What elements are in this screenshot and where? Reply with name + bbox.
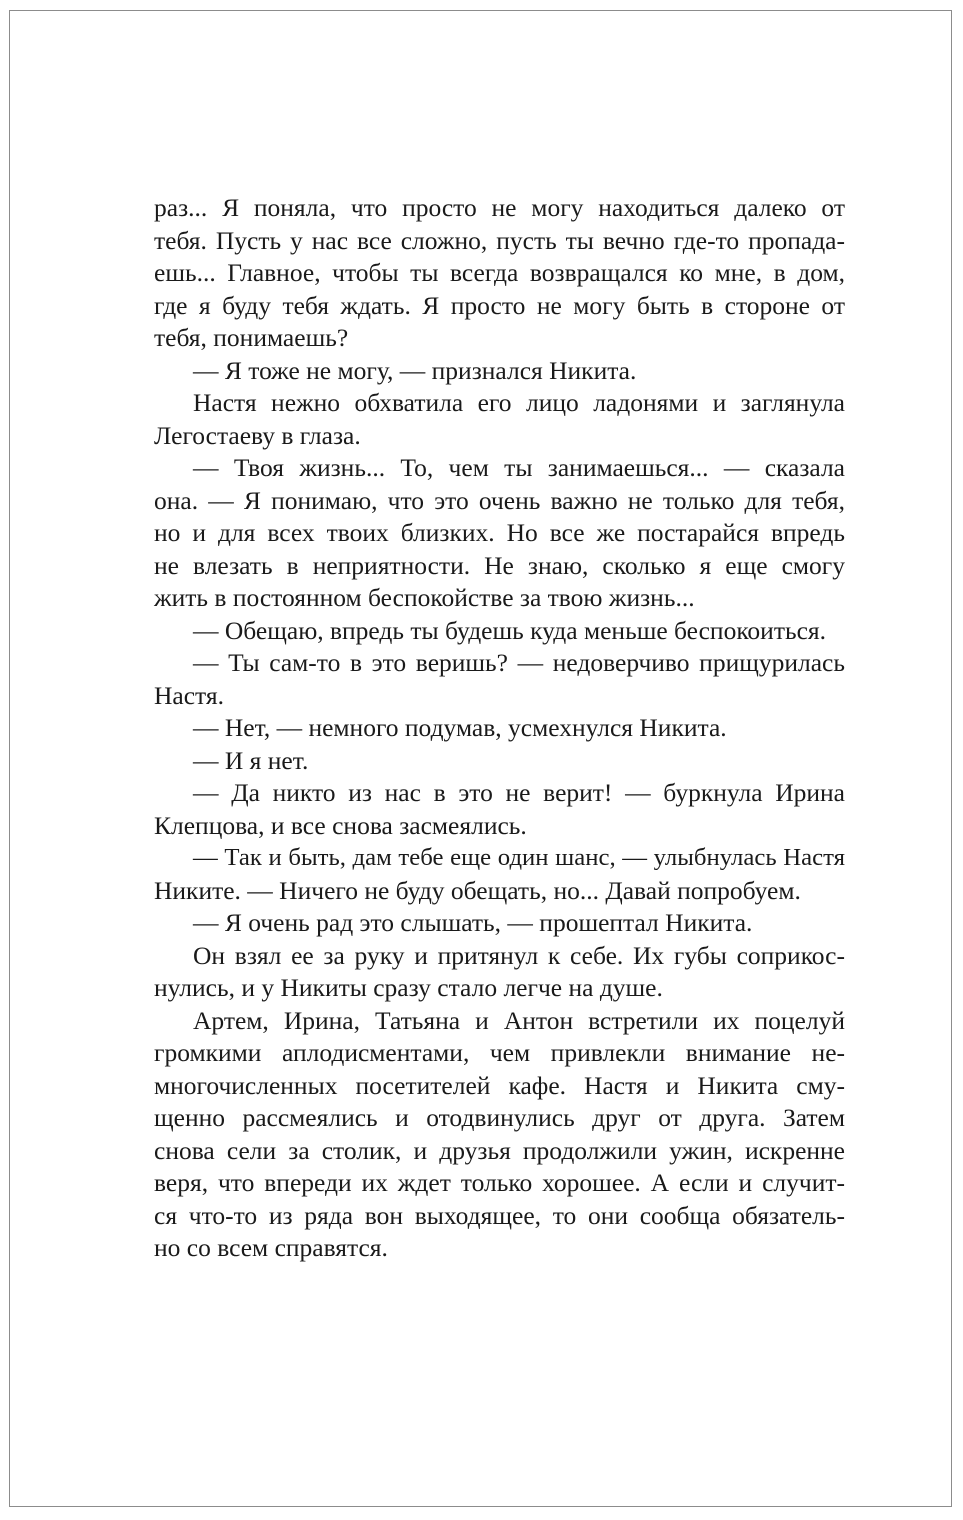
text-line: она. — Я понимаю, что это очень важно не только для тебя, xyxy=(154,485,845,515)
text-line: Настя. xyxy=(154,680,224,710)
text-line: нулись, и у Никиты сразу стало легче на душе. xyxy=(154,973,663,1002)
text-line: — Нет, — немного подумав, усмехнулся Никита. xyxy=(193,713,727,742)
text-line: тебя, понимаешь? xyxy=(154,323,349,352)
text-line: Он взял ее за руку и притянул к себе. Их губы соприкос- xyxy=(193,940,845,970)
text-line: — Так и быть, дам тебе еще один шанс, — улыбнулась Настя xyxy=(193,844,845,871)
text-line: тебя. Пусть у нас все сложно, пусть ты вечно где-то пропада- xyxy=(154,225,845,255)
text-line: громкими аплодисментами, чем привлекли внимание не- xyxy=(154,1038,845,1067)
text-line: Настя нежно обхватила его лицо ладонями и заглянула xyxy=(193,388,845,417)
text-line: жить в постоянном беспокойстве за твою жизнь... xyxy=(154,583,695,612)
text-line: — Я очень рад это слышать, — прошептал Никита. xyxy=(193,908,753,937)
text-line: Клепцова, и все снова засмеялись. xyxy=(154,810,527,840)
text-line: Легостаеву в глаза. xyxy=(154,420,361,450)
text-line: ешь... Главное, чтобы ты всегда возвращался ко мне, в дом, xyxy=(154,258,845,287)
text-line: не влезать в неприятности. Не знаю, сколько я еще смогу xyxy=(154,550,845,580)
body-text xyxy=(154,192,845,1265)
text-line: но и для всех твоих близких. Но все же постарайся впредь xyxy=(154,518,845,547)
text-line: Никите. — Ничего не буду обещать, но... Давай попробуем. xyxy=(154,875,801,905)
text-line: веря, что впереди их ждет только хорошее. А если и случит- xyxy=(154,1168,845,1197)
text-line: но со всем справятся. xyxy=(154,1233,388,1262)
page-frame xyxy=(9,10,952,1507)
text-line: снова сели за столик, и друзья продолжили ужин, искренне xyxy=(154,1135,845,1165)
text-line: раз... Я поняла, что просто не могу находиться далеко от xyxy=(154,193,845,222)
text-line: Артем, Ирина, Татьяна и Антон встретили их поцелуй xyxy=(193,1005,845,1035)
text-line: — Твоя жизнь... То, чем ты занимаешься... — сказала xyxy=(193,453,845,482)
text-line: где я буду тебя ждать. Я просто не могу быть в стороне от xyxy=(154,290,845,320)
text-line: ся что-то из ряда вон выходящее, то они сообща обязатель- xyxy=(154,1200,845,1230)
text-line: — Я тоже не могу, — признался Никита. xyxy=(193,355,637,385)
text-line: — И я нет. xyxy=(193,745,309,775)
text-line: — Ты сам-то в это веришь? — недоверчиво прищурилась xyxy=(193,648,845,677)
text-line: — Да никто из нас в это не верит! — буркнула Ирина xyxy=(193,778,845,807)
text-line: — Обещаю, впредь ты будешь куда меньше беспокоиться. xyxy=(193,615,827,645)
text-line: многочисленных посетителей кафе. Настя и Никита сму- xyxy=(154,1070,845,1100)
text-line: щенно рассмеялись и отодвинулись друг от друга. Затем xyxy=(154,1103,845,1132)
